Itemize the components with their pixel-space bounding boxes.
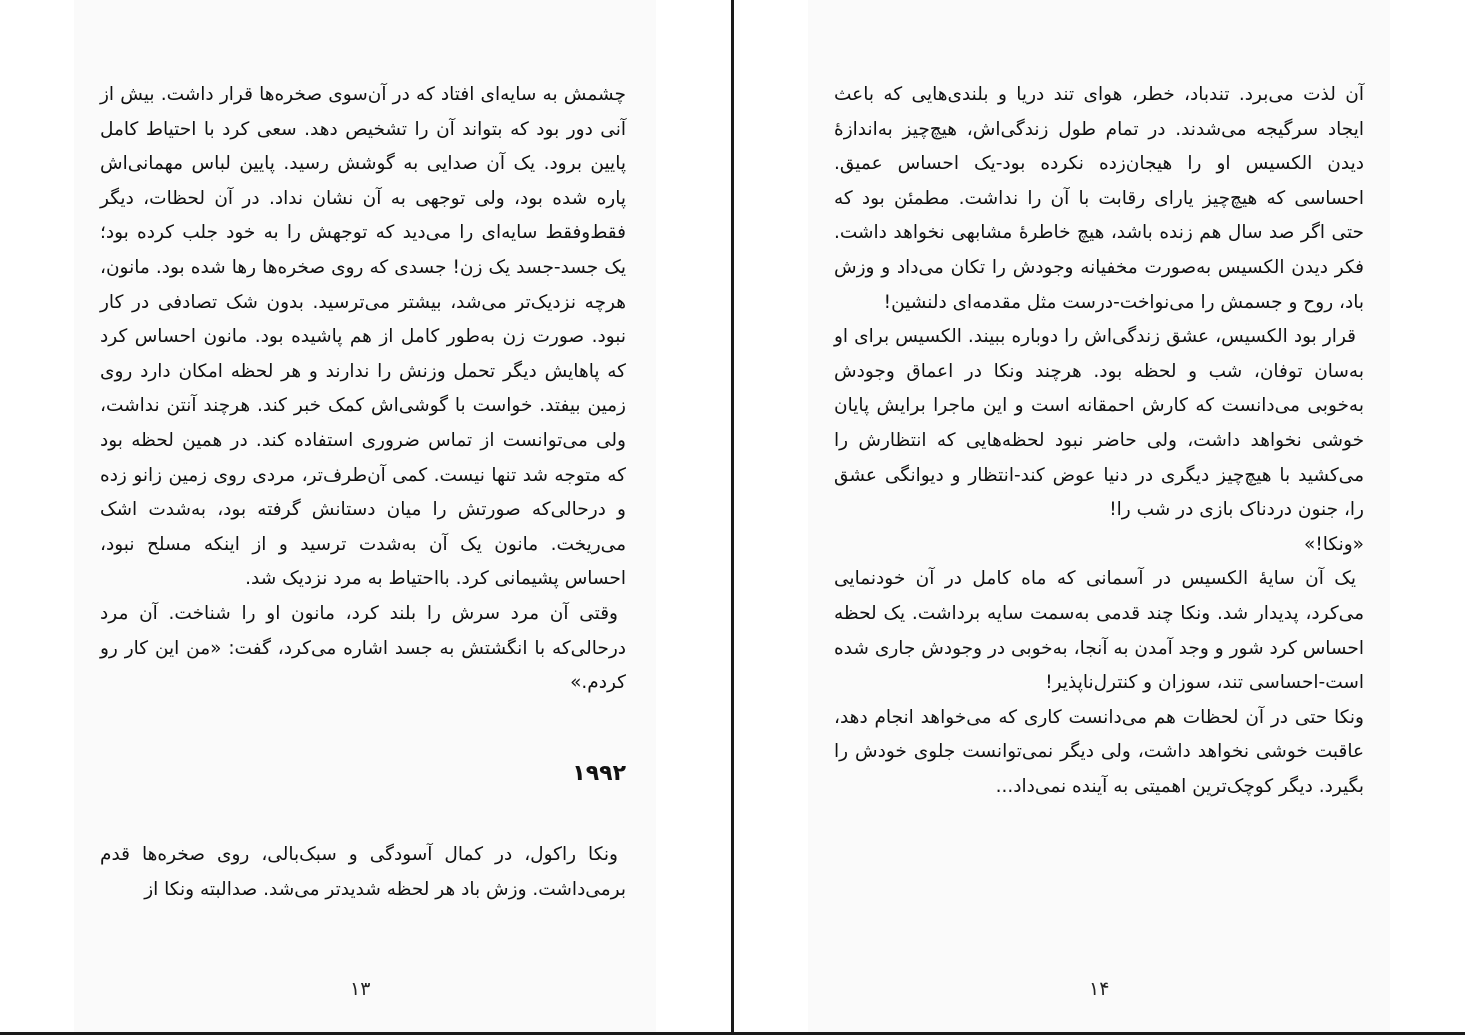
left-paragraph-1: چشمش به سایه‌ای افتاد که در آن‌سوی صخره‌ها قرار داشت. بیش از آنی دور بود که بتواند آن را تشخیص دهد. سعی کرد با احتیاط کامل پایین برود. یک آن صدایی به گوشش رسید. پایین لباس مهمانی‌اش پاره شده بود، ولی توجهی به آن نشان نداد. در آن لحظات، دیگر فقط‌وفقط سایه‌ای را می‌دید که توجهش را به خود جلب کرده بود؛ یک جسد-جسد یک زن! جسدی که روی صخره‌ها رها شده بود. مانون، هرچه نزدیک‌تر می‌شد، بیشتر می‌ترسید. بدون شک تصادفی در کار نبود. صورت زن به‌طور کامل از هم پاشیده بود. مانون احساس کرد که پاهایش دیگر تحمل وزنش را ندارند و هر لحظه امکان دارد روی زمین بیفتد. خواست با گوشی‌اش کمک خبر کند. هرچند آنتن نداشت، ولی می‌توانست از تماس ضروری استفاده کند. در همین لحظه بود که متوجه شد تنها نیست. کمی آن‌طرف‌تر، مردی روی زمین زانو زده و درحالی‌که صورتش را میان دستانش گرفته بود، به‌شدت اشک می‌ریخت. مانون یک آن به‌شدت ترسید و از اینکه مسلح نبود، احساس پشیمانی کرد. بااحتیاط به مرد نزدیک شد.	[100, 84, 626, 590]
left-page-number: ۱۳	[350, 978, 371, 1000]
right-paragraph-5: ونکا حتی در آن لحظات هم می‌دانست کاری که می‌خواهد انجام دهد، عاقبت خوشی نخواهد داشت، ولی دیگر نمی‌توانست جلوی خودش را بگیرد. دیگر کوچک‌ترین اهمیتی به آینده نمی‌داد...	[834, 706, 1364, 797]
right-paragraph-2: قرار بود الکسیس، عشق زندگی‌اش را دوباره ببیند. الکسیس برای او به‌سان توفان، شب و لحظه بود. هرچند ونکا در اعماق وجودش به‌خوبی می‌دانست که کارش احمقانه است و این ماجرا برایش پایان خوشی نخواهد داشت، ولی حاضر نبود لحظه‌هایی که انتظارش را می‌کشید با هیچ‌چیز دیگری در دنیا عوض کند-انتظار و دیوانگی عشق را، جنون دردناک بازی در شب را!	[834, 326, 1364, 521]
right-paragraph-3: «ونکا!»	[1304, 533, 1364, 555]
right-paragraph-4: یک آن سایهٔ الکسیس در آسمانی که ماه کامل در آن خودنمایی می‌کرد، پدیدار شد. ونکا چند قدمی به‌سمت سایه برداشت. یک لحظه احساس کرد شور و وجد آمدن به آنجا، به‌خوبی در وجودش جاری شده است-احساسی تند، سوزان و کنترل‌ناپذیر!	[834, 568, 1364, 694]
book-spine-divider	[731, 0, 734, 1035]
right-page-body	[834, 78, 1364, 804]
right-page-number: ۱۴	[1089, 978, 1110, 1000]
left-paragraph-2: وقتی آن مرد سرش را بلند کرد، مانون او را شناخت. آن مرد درحالی‌که با انگشتش به جسد اشاره می‌کرد، گفت: «من این کار رو کردم.»	[100, 602, 626, 694]
left-page-body	[100, 78, 626, 701]
right-paragraph-1: آن لذت می‌برد. تندباد، خطر، هوای تند دریا و بلندی‌هایی که باعث ایجاد سرگیجه می‌شدند. در تمام طول زندگی‌اش، هیچ‌چیز به‌اندازهٔ دیدن الکسیس او را هیجان‌زده نکرده بود-یک احساس عمیق. احساسی که هیچ‌چیز یارای رقابت با آن را نداشت. مطمئن بود که حتی اگر صد سال هم زنده باشد، هیچ خاطرهٔ مشابهی نخواهد داشت. فکر دیدن الکسیس به‌صورت مخفیانه وجودش را تکان می‌داد و وزش باد، روح و جسمش را می‌نواخت-درست مثل مقدمه‌ای دلنشین!	[834, 84, 1364, 313]
year-heading: ۱۹۹۲	[572, 761, 626, 786]
left-page-closing	[100, 838, 626, 907]
left-paragraph-3: ونکا راکول، در کمال آسودگی و سبک‌بالی، روی صخره‌ها قدم برمی‌داشت. وزش باد هر لحظه شدیدتر می‌شد. صدالبته ونکا از	[100, 844, 626, 900]
